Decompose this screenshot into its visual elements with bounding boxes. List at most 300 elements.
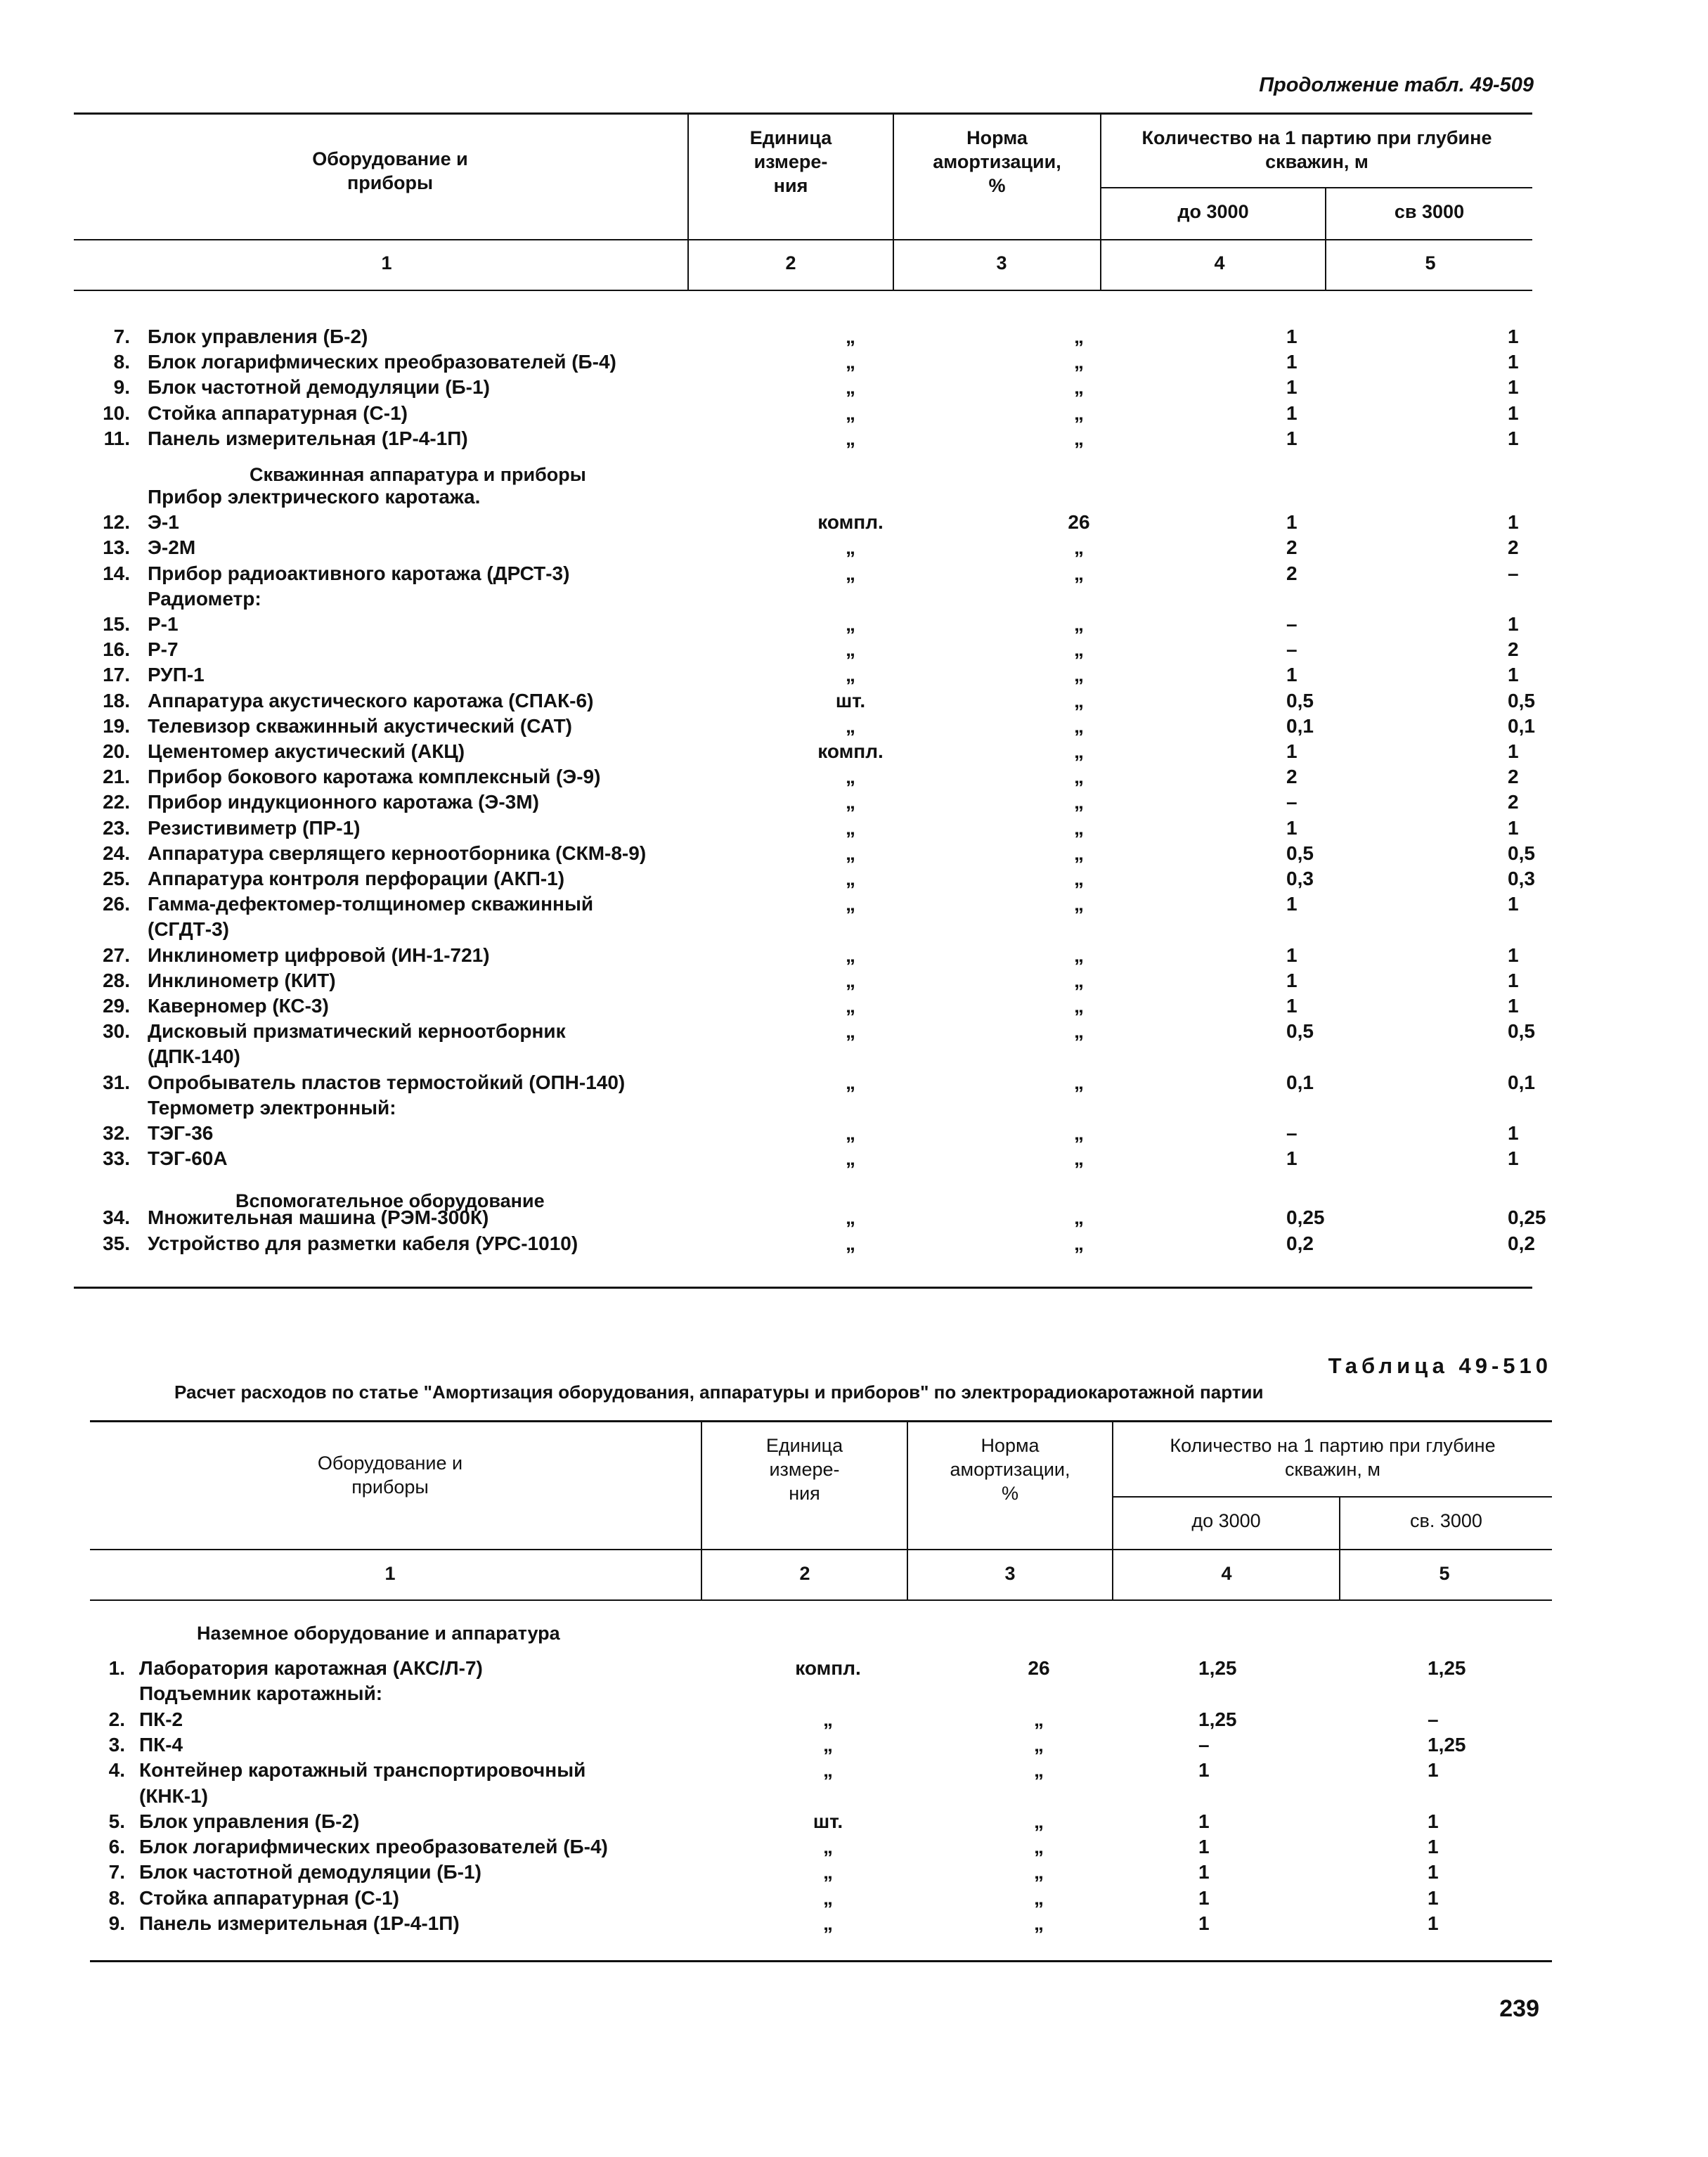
t2-header-rule-nums — [90, 1549, 1552, 1550]
row-number: 25. — [103, 868, 130, 889]
row-qty-depth2: 0,2 — [1508, 1232, 1535, 1254]
header-quantity: Количество на 1 партию при глубине скважин, м — [1141, 127, 1492, 172]
table-row — [74, 740, 1532, 766]
row-qty-depth2: 1 — [1508, 613, 1519, 635]
row-qty-depth2: – — [1508, 562, 1519, 584]
row-qty-depth1: 2 — [1286, 562, 1298, 584]
table-row — [74, 402, 1532, 427]
row-qty-depth1: 0,1 — [1286, 1071, 1314, 1093]
t2-col-num-3: 3 — [1004, 1563, 1016, 1584]
row-unit: „ — [846, 816, 855, 839]
row-unit: „ — [823, 1733, 833, 1756]
row-qty-depth1: 1,25 — [1198, 1708, 1237, 1730]
row-unit: „ — [846, 326, 855, 347]
table-row — [90, 1810, 1552, 1836]
row-qty-depth2: 1 — [1428, 1912, 1439, 1934]
row-qty-depth2: 0,25 — [1508, 1206, 1546, 1229]
table-row — [74, 766, 1532, 791]
header-rule-top — [74, 112, 1532, 115]
t2-header-rule-top — [90, 1420, 1552, 1422]
table-row — [74, 868, 1535, 893]
row-rate: „ — [1074, 326, 1084, 347]
row-qty-depth1: – — [1198, 1733, 1210, 1756]
row-qty-depth2: 0,1 — [1508, 1071, 1535, 1093]
row-name: Контейнер каротажный транспортировочный — [139, 1759, 586, 1782]
row-number: 7. — [108, 1861, 125, 1884]
table-row — [74, 1122, 1532, 1147]
table-row — [74, 376, 1532, 401]
row-unit: „ — [846, 1147, 855, 1170]
row-qty-depth2: 1,25 — [1428, 1657, 1466, 1679]
row-qty-depth1: 0,1 — [1286, 714, 1314, 737]
row-rate: „ — [1074, 944, 1084, 966]
table-row — [74, 588, 1532, 613]
row-qty-depth2: 1 — [1428, 1861, 1439, 1884]
table1-bottom-rule — [74, 1287, 1532, 1289]
row-number: 35. — [103, 1232, 130, 1254]
row-rate: „ — [1034, 1836, 1044, 1858]
table-row — [74, 536, 1532, 562]
table-row — [74, 689, 1535, 715]
row-rate: „ — [1034, 1912, 1044, 1934]
row-rate: „ — [1034, 1733, 1044, 1756]
row-number: 29. — [103, 995, 130, 1017]
header-unit: Единица измере- ния — [749, 127, 832, 196]
header-rate: Норма амортизации, % — [933, 127, 1061, 196]
row-name: Аппаратура сверлящего керноотборника (СКМ-8-9) — [148, 842, 647, 864]
table-row — [74, 613, 1532, 638]
row-rate: „ — [1074, 613, 1084, 635]
row-name: ПК-4 — [139, 1733, 183, 1756]
row-number: 28. — [103, 969, 130, 991]
row-number: 8. — [113, 351, 130, 373]
row-qty-depth1: 2 — [1286, 766, 1298, 788]
row-rate: „ — [1074, 664, 1084, 686]
row-name: Стойка аппаратурная (С-1) — [139, 1886, 399, 1909]
row-qty-depth1: 1 — [1286, 351, 1298, 373]
t2-header-rule-mid — [1112, 1496, 1552, 1498]
row-rate: „ — [1074, 1206, 1084, 1229]
row-name: Прибор индукционного каротажа (Э-3М) — [148, 791, 539, 813]
row-name: Блок логарифмических преобразователей (Б-4) — [139, 1836, 608, 1858]
row-qty-depth2: 1 — [1508, 664, 1519, 686]
row-name: Резистивиметр (ПР-1) — [148, 816, 361, 839]
table-row — [90, 1861, 1552, 1886]
row-name: Панель измерительная (1Р-4-1П) — [148, 427, 468, 449]
row-name: ТЭГ-60А — [148, 1147, 228, 1170]
row-number: 20. — [103, 740, 130, 762]
row-name: Р-7 — [148, 638, 179, 661]
table-row — [74, 427, 1532, 453]
row-qty-depth1: 0,5 — [1286, 689, 1314, 712]
row-qty-depth2: 1 — [1508, 944, 1519, 966]
table-row — [74, 326, 1532, 351]
row-unit: „ — [846, 1071, 855, 1093]
row-qty-depth2: 0,3 — [1508, 868, 1535, 889]
row-qty-depth1: 1 — [1286, 401, 1298, 424]
row-name: Э-1 — [148, 511, 179, 534]
table-row — [74, 918, 1532, 944]
row-rate: „ — [1074, 791, 1084, 813]
table-row — [74, 1045, 1532, 1071]
table-row — [74, 511, 1532, 536]
row-name: Прибор электрического каротажа. — [148, 486, 481, 508]
row-unit: „ — [846, 376, 855, 399]
row-number: 24. — [103, 842, 130, 864]
row-qty-depth1: 1 — [1286, 376, 1298, 399]
row-unit: „ — [823, 1912, 833, 1934]
row-number: 32. — [103, 1122, 130, 1144]
table-row — [90, 1708, 1552, 1734]
row-unit: „ — [846, 562, 855, 584]
row-rate: „ — [1034, 1708, 1044, 1730]
row-rate: „ — [1074, 816, 1084, 839]
row-number: 21. — [103, 766, 130, 788]
row-unit: „ — [846, 638, 855, 661]
row-rate: „ — [1074, 376, 1084, 399]
row-name: Цементомер акустический (АКЦ) — [148, 740, 465, 762]
row-rate: „ — [1074, 1020, 1084, 1043]
row-unit: „ — [846, 613, 855, 635]
row-unit: „ — [846, 969, 855, 991]
row-number: 19. — [103, 714, 130, 737]
row-qty-depth1: 1 — [1198, 1759, 1210, 1782]
row-qty-depth1: 0,2 — [1286, 1232, 1314, 1254]
row-qty-depth2: 1 — [1508, 326, 1519, 347]
row-qty-depth1: – — [1286, 638, 1298, 661]
row-rate: „ — [1074, 714, 1084, 737]
row-name: Опробыватель пластов термостойкий (ОПН-140) — [148, 1071, 626, 1093]
row-unit: „ — [823, 1708, 833, 1730]
row-qty-depth2: 2 — [1508, 791, 1519, 813]
row-rate: „ — [1074, 740, 1084, 762]
table-row — [74, 791, 1532, 816]
row-qty-depth2: 1 — [1508, 995, 1519, 1017]
row-qty-depth1: 0,5 — [1286, 1020, 1314, 1043]
row-rate: „ — [1074, 995, 1084, 1017]
row-number: 7. — [113, 326, 130, 347]
row-name: Блок управления (Б-2) — [139, 1810, 360, 1832]
row-qty-depth2: 1 — [1508, 893, 1519, 915]
row-qty-depth1: 1 — [1286, 816, 1298, 839]
row-name: Множительная машина (РЭМ-300К) — [148, 1206, 489, 1229]
t2-col-num-5: 5 — [1439, 1563, 1450, 1584]
row-name: Блок частотной демодуляции (Б-1) — [148, 376, 490, 399]
row-qty-depth2: 1 — [1508, 351, 1519, 373]
continuation-title: Продолжение табл. 49-509 — [1259, 74, 1534, 96]
row-rate: „ — [1074, 1147, 1084, 1170]
row-rate: „ — [1074, 1071, 1084, 1093]
row-number: 14. — [103, 562, 130, 584]
table-row — [74, 1020, 1535, 1045]
row-qty-depth2: – — [1428, 1708, 1439, 1730]
row-name: Телевизор скважинный акустический (САТ) — [148, 714, 573, 737]
table-row — [90, 1682, 1552, 1708]
row-number: 26. — [103, 893, 130, 915]
table2-bottom-rule — [90, 1960, 1552, 1962]
row-qty-depth2: 1 — [1508, 816, 1519, 839]
row-unit: компл. — [817, 740, 884, 762]
row-unit: „ — [846, 536, 855, 559]
row-qty-depth1: – — [1286, 1122, 1298, 1144]
table-row — [74, 351, 1532, 376]
row-qty-depth2: 1 — [1428, 1886, 1439, 1909]
table-row — [74, 1232, 1535, 1258]
row-name: ТЭГ-36 — [148, 1122, 214, 1144]
row-name: Инклинометр цифровой (ИН-1-721) — [148, 944, 490, 966]
row-qty-depth1: 0,3 — [1286, 868, 1314, 889]
row-number: 4. — [108, 1759, 125, 1782]
row-rate: „ — [1034, 1861, 1044, 1884]
row-qty-depth2: 1 — [1428, 1810, 1439, 1832]
row-unit: „ — [846, 868, 855, 889]
row-unit: „ — [823, 1886, 833, 1909]
row-unit: шт. — [835, 689, 866, 712]
row-qty-depth2: 0,5 — [1508, 842, 1535, 864]
row-name: Лаборатория каротажная (АКС/Л-7) — [139, 1657, 483, 1679]
t2-header-rule-bottom — [90, 1599, 1552, 1601]
row-number: 30. — [103, 1020, 130, 1043]
table-row — [90, 1887, 1552, 1912]
row-name: Аппаратура акустического каротажа (СПАК-6) — [148, 689, 594, 712]
row-rate: „ — [1074, 969, 1084, 991]
table-row — [74, 562, 1532, 588]
header-equipment: Оборудование и приборы — [312, 148, 468, 193]
row-unit: компл. — [795, 1657, 861, 1679]
table-row — [74, 664, 1532, 689]
row-name: Блок управления (Б-2) — [148, 326, 368, 347]
table-row — [74, 1097, 1532, 1122]
row-qty-depth2: 1 — [1508, 511, 1519, 534]
row-name: Прибор бокового каротажа комплексный (Э-9) — [148, 766, 601, 788]
row-number: 3. — [108, 1733, 125, 1756]
row-qty-depth2: 1,25 — [1428, 1733, 1466, 1756]
row-unit: „ — [846, 351, 855, 373]
t2-col-num-1: 1 — [384, 1563, 396, 1584]
row-qty-depth1: 1 — [1286, 740, 1298, 762]
row-unit: „ — [846, 427, 855, 449]
row-unit: „ — [846, 1206, 855, 1229]
table-row — [90, 1657, 1552, 1682]
row-unit: „ — [846, 995, 855, 1017]
row-name: (ДПК-140) — [148, 1045, 240, 1068]
row-rate: „ — [1074, 766, 1084, 788]
row-unit: „ — [846, 1122, 855, 1144]
table-row — [74, 842, 1535, 868]
col-num-1: 1 — [381, 252, 392, 273]
row-number: 2. — [108, 1708, 125, 1730]
col-num-5: 5 — [1425, 252, 1436, 273]
row-rate: „ — [1034, 1886, 1044, 1909]
row-name: Блок логарифмических преобразователей (Б-4) — [148, 351, 616, 373]
row-rate: 26 — [1028, 1657, 1050, 1679]
row-qty-depth1: 1 — [1286, 326, 1298, 347]
table-row — [90, 1759, 1552, 1784]
row-qty-depth2: 2 — [1508, 638, 1519, 661]
row-qty-depth1: 1 — [1286, 893, 1298, 915]
row-number: 9. — [113, 376, 130, 399]
row-qty-depth1: 1 — [1286, 1147, 1298, 1170]
row-name: Стойка аппаратурная (С-1) — [148, 401, 408, 424]
row-qty-depth2: 0,1 — [1508, 714, 1535, 737]
row-name: ПК-2 — [139, 1708, 183, 1730]
row-qty-depth2: 2 — [1508, 536, 1519, 559]
row-unit: „ — [846, 791, 855, 813]
row-qty-depth1: 1 — [1198, 1861, 1210, 1884]
t2-header-depth1: до 3000 — [1191, 1510, 1261, 1531]
row-unit: „ — [846, 944, 855, 966]
row-qty-depth1: 1,25 — [1198, 1657, 1237, 1679]
row-number: 6. — [108, 1836, 125, 1858]
row-qty-depth1: 1 — [1198, 1836, 1210, 1858]
table-row — [74, 1071, 1535, 1097]
row-qty-depth1: 1 — [1286, 511, 1298, 534]
row-unit: „ — [846, 766, 855, 788]
row-unit: „ — [846, 664, 855, 686]
table-row — [74, 817, 1532, 842]
row-rate: „ — [1074, 536, 1084, 559]
row-unit: „ — [823, 1861, 833, 1884]
row-qty-depth2: 1 — [1508, 401, 1519, 424]
row-number: 18. — [103, 689, 130, 712]
row-name: Каверномер (КС-3) — [148, 995, 329, 1017]
header-rule-bottom — [74, 290, 1532, 291]
row-name: Подъемник каротажный: — [139, 1682, 383, 1705]
header-rule-mid — [1100, 187, 1532, 188]
t2-section-ground: Наземное оборудование и аппаратура — [197, 1623, 560, 1644]
row-qty-depth1: 0,5 — [1286, 842, 1314, 864]
row-name: Блок частотной демодуляции (Б-1) — [139, 1861, 481, 1884]
table-row — [74, 995, 1532, 1020]
row-qty-depth1: – — [1286, 791, 1298, 813]
row-number: 10. — [103, 401, 130, 424]
t2-col-num-4: 4 — [1221, 1563, 1232, 1584]
row-unit: „ — [846, 1020, 855, 1043]
t2-header-unit: Единица измере- ния — [765, 1435, 843, 1504]
row-qty-depth1: 1 — [1286, 995, 1298, 1017]
row-qty-depth1: 1 — [1286, 664, 1298, 686]
row-number: 31. — [103, 1071, 130, 1093]
row-name: Устройство для разметки кабеля (УРС-1010) — [148, 1232, 578, 1254]
row-rate: „ — [1074, 638, 1084, 661]
row-number: 8. — [108, 1886, 125, 1909]
row-rate: „ — [1074, 1232, 1084, 1254]
header-depth1: до 3000 — [1177, 201, 1249, 222]
row-rate: 26 — [1068, 511, 1090, 534]
row-qty-depth2: 1 — [1508, 427, 1519, 449]
row-rate: „ — [1074, 893, 1084, 915]
table-row — [74, 486, 1532, 511]
table-row — [74, 893, 1532, 918]
row-unit: „ — [823, 1836, 833, 1858]
row-number: 34. — [103, 1206, 130, 1229]
table2-title: Расчет расходов по статье "Амортизация оборудования, аппаратуры и приборов" по электрорадиокаротажной партии — [174, 1382, 1264, 1403]
row-rate: „ — [1074, 427, 1084, 449]
row-name: Радиометр: — [148, 587, 261, 610]
row-number: 23. — [103, 816, 130, 839]
row-number: 27. — [103, 944, 130, 966]
t2-header-rate: Норма амортизации, % — [950, 1435, 1070, 1504]
col-num-3: 3 — [996, 252, 1007, 273]
table2-label: Таблица 49-510 — [1328, 1353, 1552, 1378]
row-qty-depth1: 1 — [1198, 1886, 1210, 1909]
row-name: Э-2М — [148, 536, 196, 559]
row-number: 22. — [103, 791, 130, 813]
row-number: 12. — [103, 511, 130, 534]
row-rate: „ — [1034, 1810, 1044, 1832]
row-rate: „ — [1074, 1122, 1084, 1144]
section-downhole: Скважинная аппаратура и приборы — [250, 464, 586, 485]
row-number: 33. — [103, 1147, 130, 1170]
row-number: 5. — [108, 1810, 125, 1832]
col-num-2: 2 — [785, 252, 796, 273]
row-unit: шт. — [813, 1810, 843, 1832]
t2-header-depth2: св. 3000 — [1410, 1510, 1482, 1531]
t2-header-quantity: Количество на 1 партию при глубине скважин, м — [1170, 1435, 1496, 1480]
row-qty-depth2: 2 — [1508, 766, 1519, 788]
row-name: РУП-1 — [148, 664, 205, 686]
row-rate: „ — [1074, 351, 1084, 373]
row-unit: „ — [846, 842, 855, 864]
row-qty-depth2: 1 — [1508, 969, 1519, 991]
row-number: 17. — [103, 664, 130, 686]
row-qty-depth2: 1 — [1428, 1836, 1439, 1858]
row-qty-depth2: 1 — [1428, 1759, 1439, 1782]
table-row — [74, 1147, 1532, 1173]
row-qty-depth2: 1 — [1508, 740, 1519, 762]
row-rate: „ — [1074, 842, 1084, 864]
col-num-4: 4 — [1214, 252, 1225, 273]
row-qty-depth1: 1 — [1286, 944, 1298, 966]
header-rule-nums — [74, 239, 1532, 240]
row-qty-depth1: 0,25 — [1286, 1206, 1325, 1229]
table-row — [74, 638, 1532, 664]
row-qty-depth1: 1 — [1198, 1912, 1210, 1934]
row-unit: „ — [823, 1759, 833, 1782]
row-name: Гамма-дефектомер-толщиномер скважинный — [148, 893, 594, 915]
row-rate: „ — [1074, 689, 1084, 712]
row-qty-depth2: 0,5 — [1508, 689, 1535, 712]
row-number: 15. — [103, 613, 130, 635]
row-qty-depth2: 1 — [1508, 1147, 1519, 1170]
row-name: Р-1 — [148, 613, 179, 635]
table-row — [90, 1734, 1552, 1759]
row-unit: „ — [846, 1232, 855, 1254]
row-unit: „ — [846, 714, 855, 737]
row-qty-depth1: 1 — [1286, 969, 1298, 991]
row-name: (КНК-1) — [139, 1784, 208, 1807]
row-rate: „ — [1074, 562, 1084, 584]
row-name: Аппаратура контроля перфорации (АКП-1) — [148, 868, 565, 889]
row-rate: „ — [1034, 1759, 1044, 1782]
row-number: 1. — [108, 1657, 125, 1679]
row-qty-depth1: 2 — [1286, 536, 1298, 559]
row-qty-depth1: – — [1286, 613, 1298, 635]
table-row — [74, 714, 1535, 740]
row-qty-depth2: 1 — [1508, 376, 1519, 399]
table-row — [90, 1836, 1552, 1861]
table-row — [90, 1785, 1552, 1810]
row-number: 9. — [108, 1912, 125, 1934]
row-unit: „ — [846, 893, 855, 915]
row-name: Термометр электронный: — [148, 1096, 396, 1119]
row-rate: „ — [1074, 401, 1084, 424]
row-name: Панель измерительная (1Р-4-1П) — [139, 1912, 460, 1934]
row-qty-depth1: 1 — [1286, 427, 1298, 449]
row-name: Дисковый призматический керноотборник — [148, 1020, 566, 1043]
table-row — [74, 970, 1532, 995]
row-name: (СГДТ-3) — [148, 918, 229, 941]
